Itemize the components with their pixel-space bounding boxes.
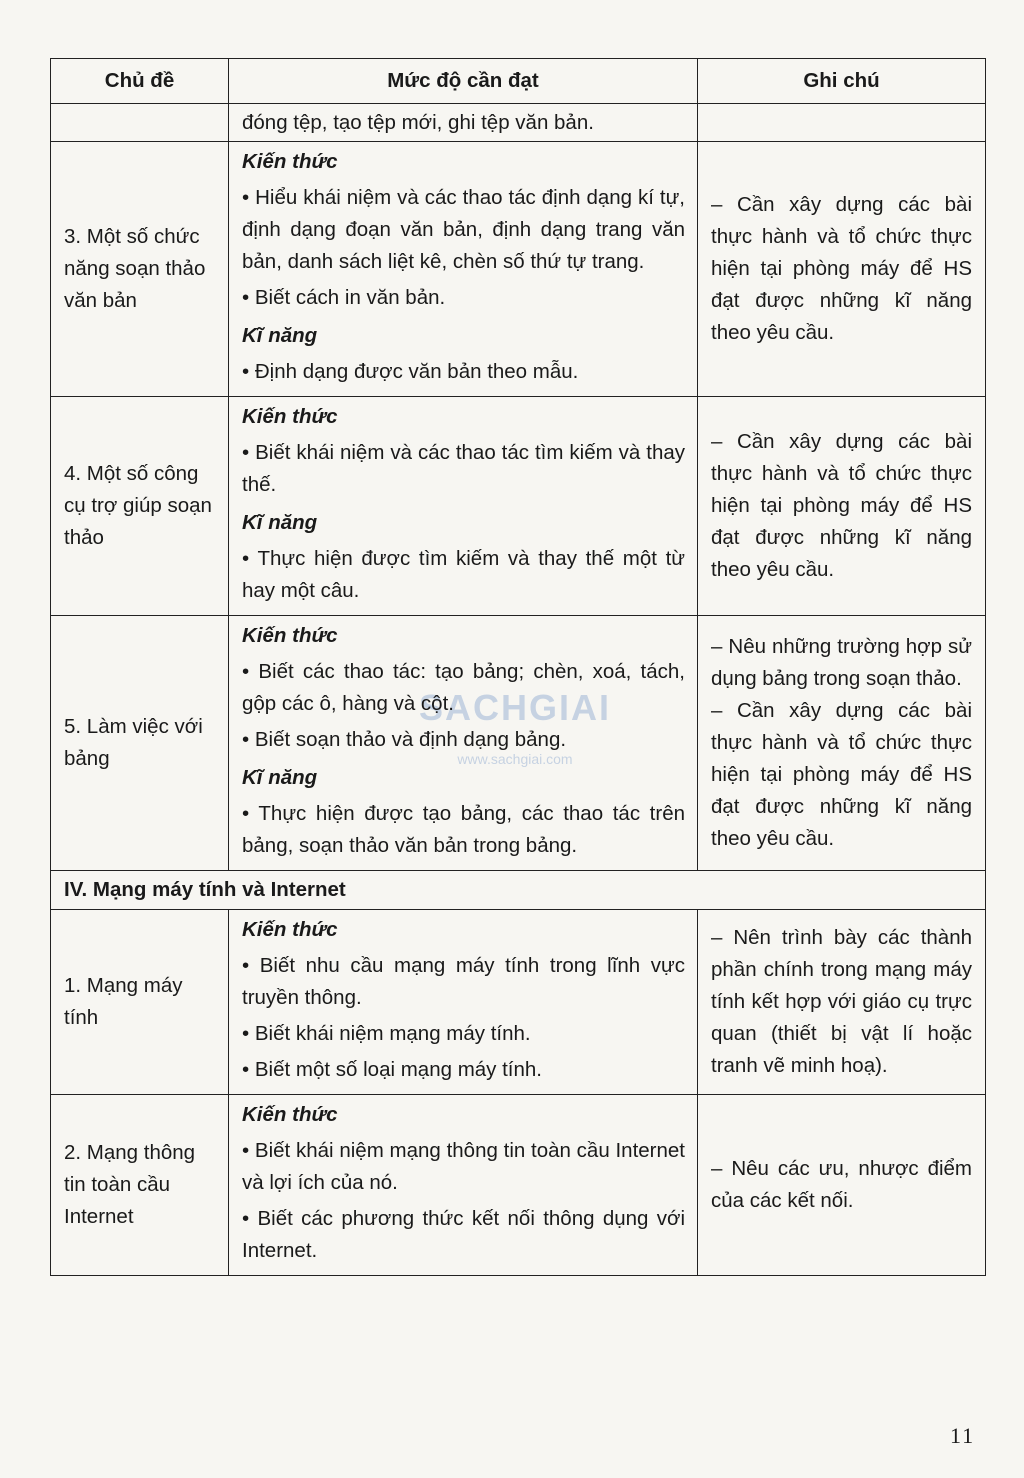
watermark-brand: SACHGIAI bbox=[418, 687, 611, 728]
block-heading: Kĩ năng bbox=[242, 324, 318, 347]
note-item: – Cần xây dựng các bài thực hành và tổ chức thực hiện tại phòng máy để HS đạt được những kĩ năng theo yêu cầu. bbox=[711, 193, 972, 344]
continued-row bbox=[51, 104, 986, 142]
block-heading: Kiến thức bbox=[242, 150, 338, 173]
watermark-url: www.sachgiai.com bbox=[457, 751, 573, 767]
note-item: – Nêu những trường hợp sử dụng bảng trong soạn thảo. bbox=[711, 635, 972, 690]
note-item: – Nêu các ưu, nhược điểm của các kết nối. bbox=[711, 1157, 972, 1212]
topic-cell: 3. Một số chức năng soạn thảo văn bản bbox=[51, 142, 229, 397]
note-item: – Cần xây dựng các bài thực hành và tổ chức thực hiện tại phòng máy để HS đạt được những kĩ năng theo yêu cầu. bbox=[711, 699, 972, 850]
requirement-item: • Thực hiện được tìm kiếm và thay thế một từ hay một câu. bbox=[242, 547, 685, 602]
requirement-item: • Biết khái niệm mạng máy tính. bbox=[242, 1022, 531, 1045]
header-topic: Chủ đề bbox=[51, 59, 229, 104]
requirement-item: • Biết khái niệm mạng thông tin toàn cầu Internet và lợi ích của nó. bbox=[242, 1139, 685, 1194]
block-heading: Kĩ năng bbox=[242, 511, 318, 534]
header-notes: Ghi chú bbox=[698, 59, 986, 104]
continued-topic-cell bbox=[51, 104, 229, 142]
note-cell bbox=[698, 616, 986, 871]
requirement-item: • Biết soạn thảo và định dạng bảng. bbox=[242, 728, 567, 751]
note-item: – Cần xây dựng các bài thực hành và tổ chức thực hiện tại phòng máy để HS đạt được những kĩ năng theo yêu cầu. bbox=[711, 430, 972, 581]
requirement-item: • Thực hiện được tạo bảng, các thao tác trên bảng, soạn thảo văn bản trong bảng. bbox=[242, 802, 685, 857]
note-item: – Nên trình bày các thành phần chính trong mạng máy tính kết hợp với giáo cụ trực quan (thiết bị vật lí hoặc tranh vẽ minh hoạ). bbox=[711, 926, 972, 1077]
section-row bbox=[51, 871, 986, 910]
header-row bbox=[51, 59, 986, 104]
topic-cell: 1. Mạng máy tính bbox=[51, 910, 229, 1095]
block-heading: Kiến thức bbox=[242, 1103, 338, 1126]
level-cell bbox=[229, 397, 698, 616]
requirement-item: • Biết các thao tác: tạo bảng; chèn, xoá, tách, gộp các ô, hàng và cột. bbox=[242, 660, 685, 715]
requirement-item: • Định dạng được văn bản theo mẫu. bbox=[242, 360, 579, 383]
requirement-item: • Biết cách in văn bản. bbox=[242, 286, 446, 309]
note-cell bbox=[698, 910, 986, 1095]
header-level: Mức độ cần đạt bbox=[229, 59, 698, 104]
table-row bbox=[51, 616, 986, 871]
block-heading: Kĩ năng bbox=[242, 766, 318, 789]
note-cell bbox=[698, 142, 986, 397]
table-row bbox=[51, 142, 986, 397]
level-cell bbox=[229, 616, 698, 871]
block-heading: Kiến thức bbox=[242, 918, 338, 941]
topic-cell: 4. Một số công cụ trợ giúp soạn thảo bbox=[51, 397, 229, 616]
block-heading: Kiến thức bbox=[242, 624, 338, 647]
requirement-item: • Biết nhu cầu mạng máy tính trong lĩnh vực truyền thông. bbox=[242, 954, 685, 1009]
level-cell bbox=[229, 142, 698, 397]
section-title: IV. Mạng máy tính và Internet bbox=[51, 871, 986, 910]
table-row bbox=[51, 910, 986, 1095]
requirement-item: • Biết một số loại mạng máy tính. bbox=[242, 1058, 543, 1081]
topic-cell: 5. Làm việc với bảng bbox=[51, 616, 229, 871]
curriculum-table bbox=[50, 58, 986, 1276]
note-cell bbox=[698, 397, 986, 616]
note-cell bbox=[698, 1095, 986, 1276]
continued-text: đóng tệp, tạo tệp mới, ghi tệp văn bản. bbox=[229, 104, 698, 142]
page-number: 11 bbox=[950, 1423, 976, 1448]
level-cell bbox=[229, 910, 698, 1095]
table-row bbox=[51, 1095, 986, 1276]
table-row bbox=[51, 397, 986, 616]
requirement-item: • Biết các phương thức kết nối thông dụng với Internet. bbox=[242, 1207, 685, 1262]
requirement-item: • Biết khái niệm và các thao tác tìm kiếm và thay thế. bbox=[242, 441, 685, 496]
topic-cell: 2. Mạng thông tin toàn cầu Internet bbox=[51, 1095, 229, 1276]
block-heading: Kiến thức bbox=[242, 405, 338, 428]
continued-note-cell bbox=[698, 104, 986, 142]
level-cell bbox=[229, 1095, 698, 1276]
requirement-item: • Hiểu khái niệm và các thao tác định dạng kí tự, định dạng đoạn văn bản, định dạng trang văn bản, danh sách liệt kê, chèn số thứ tự trang. bbox=[242, 186, 685, 273]
